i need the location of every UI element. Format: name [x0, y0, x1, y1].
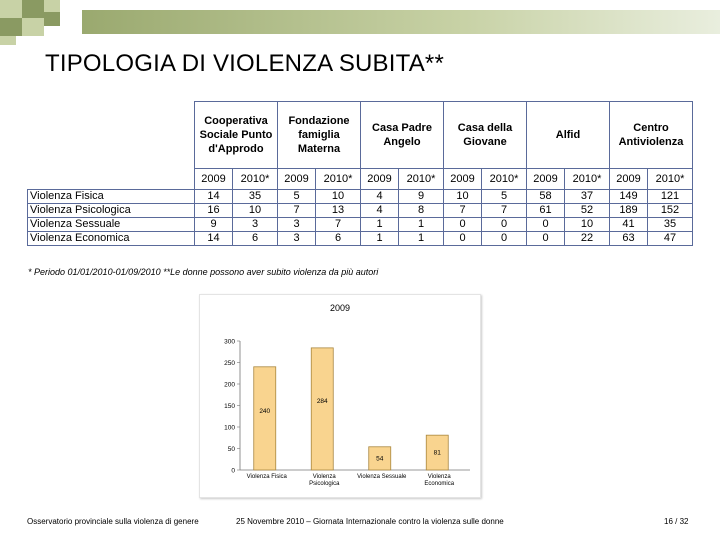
year-cell: 2010*: [648, 169, 693, 190]
bar-chart: [199, 294, 481, 498]
year-cell: 2010*: [316, 169, 361, 190]
table-cell: 3: [233, 218, 278, 232]
table-cell: 47: [648, 232, 693, 246]
table-cell: 0: [527, 232, 565, 246]
table-cell: 0: [527, 218, 565, 232]
org-header: Alfid: [527, 102, 610, 169]
table-cell: 3: [278, 218, 316, 232]
x-tick-label: Violenza: [427, 474, 451, 480]
org-header: Cooperativa Sociale Punto d'Approdo: [195, 102, 278, 169]
org-header: Casa della Giovane: [444, 102, 527, 169]
bar: [254, 367, 276, 470]
table-cell: 1: [399, 218, 444, 232]
bar: [311, 348, 333, 470]
data-label: 240: [259, 408, 271, 416]
y-tick-label: 300: [224, 338, 235, 346]
table-cell: 121: [648, 190, 693, 204]
table-row: [28, 190, 693, 204]
table-cell: 10: [565, 218, 610, 232]
year-cell: 2009: [527, 169, 565, 190]
table-cell: 35: [233, 190, 278, 204]
y-tick-label: 150: [224, 403, 235, 410]
table-row: [28, 218, 693, 232]
table-cell: 189: [610, 204, 648, 218]
deco-bar: [82, 10, 720, 34]
table-row: [28, 204, 693, 218]
table-cell: 10: [233, 204, 278, 218]
year-header-row: [28, 169, 693, 190]
table-cell: 61: [527, 204, 565, 218]
table-cell: 7: [482, 204, 527, 218]
table-cell: 14: [195, 232, 233, 246]
table-cell: 22: [565, 232, 610, 246]
table-cell: 3: [278, 232, 316, 246]
y-tick-label: 50: [227, 446, 235, 453]
table-cell: 35: [648, 218, 693, 232]
violence-table: [27, 101, 693, 246]
table-cell: 0: [482, 232, 527, 246]
x-tick-label: Psicologica: [309, 481, 340, 487]
corner-cell: [28, 102, 195, 169]
table-cell: 7: [444, 204, 482, 218]
table-cell: 14: [195, 190, 233, 204]
table-cell: 10: [316, 190, 361, 204]
table-cell: 37: [565, 190, 610, 204]
year-cell: 2009: [195, 169, 233, 190]
table-cell: 5: [278, 190, 316, 204]
table-cell: 13: [316, 204, 361, 218]
x-tick-label: Violenza Fisica: [246, 474, 287, 480]
row-label: Violenza Fisica: [28, 190, 195, 204]
table-cell: 52: [565, 204, 610, 218]
footer-left: Osservatorio provinciale sulla violenza di genere: [27, 517, 199, 526]
table-cell: 7: [316, 218, 361, 232]
table-cell: 6: [316, 232, 361, 246]
org-header: Fondazione famiglia Materna: [278, 102, 361, 169]
org-header: Centro Antiviolenza: [610, 102, 693, 169]
deco-square: [44, 0, 60, 12]
x-tick-label: Violenza: [312, 474, 336, 480]
page-title: TIPOLOGIA DI VIOLENZA SUBITA**: [45, 50, 444, 77]
table-cell: 149: [610, 190, 648, 204]
y-tick-label: 100: [224, 424, 235, 432]
year-cell: 2009: [610, 169, 648, 190]
table-cell: 0: [482, 218, 527, 232]
corner-cell: [28, 169, 195, 190]
table-cell: 16: [195, 204, 233, 218]
row-label: Violenza Sessuale: [28, 218, 195, 232]
table-cell: 10: [444, 190, 482, 204]
year-cell: 2009: [278, 169, 316, 190]
row-label: Violenza Economica: [28, 232, 195, 246]
table-cell: 41: [610, 218, 648, 232]
table-cell: 4: [361, 190, 399, 204]
table-cell: 9: [195, 218, 233, 232]
table-cell: 152: [648, 204, 693, 218]
table-cell: 63: [610, 232, 648, 246]
chart-title: 2009: [329, 303, 351, 313]
deco-square: [0, 0, 22, 18]
deco-square: [22, 18, 44, 36]
year-cell: 2010*: [233, 169, 278, 190]
table-cell: 0: [444, 218, 482, 232]
table-cell: 5: [482, 190, 527, 204]
x-tick-label: Economica: [424, 481, 455, 487]
page-number: 16 / 32: [664, 517, 689, 526]
data-label: 284: [316, 397, 328, 405]
table-cell: 8: [399, 204, 444, 218]
table-cell: 1: [399, 232, 444, 246]
y-tick-label: 250: [224, 360, 235, 367]
y-tick-label: 200: [224, 381, 235, 389]
footnote: * Periodo 01/01/2010-01/09/2010 **Le donne possono aver subito violenza da più autori: [28, 267, 379, 277]
year-cell: 2010*: [399, 169, 444, 190]
table-cell: 7: [278, 204, 316, 218]
table-cell: 1: [361, 218, 399, 232]
table-cell: 0: [444, 232, 482, 246]
table-cell: 4: [361, 204, 399, 218]
table-cell: 1: [361, 232, 399, 246]
year-cell: 2009: [361, 169, 399, 190]
deco-square: [44, 12, 60, 26]
org-header-row: [28, 102, 693, 169]
data-label: 54: [376, 455, 384, 463]
row-label: Violenza Psicologica: [28, 204, 195, 218]
deco-square: [22, 0, 44, 18]
decorative-header: [0, 0, 720, 45]
table-cell: 9: [399, 190, 444, 204]
table-row: [28, 232, 693, 246]
year-cell: 2010*: [482, 169, 527, 190]
data-label: 81: [433, 449, 441, 457]
deco-square: [0, 18, 22, 36]
table-cell: 58: [527, 190, 565, 204]
table-cell: 6: [233, 232, 278, 246]
y-tick-label: 0: [231, 467, 235, 475]
deco-square: [0, 36, 16, 45]
org-header: Casa Padre Angelo: [361, 102, 444, 169]
year-cell: 2009: [444, 169, 482, 190]
x-tick-label: Violenza Sessuale: [357, 474, 407, 480]
footer-center: 25 Novembre 2010 – Giornata Internazionale contro la violenza sulle donne: [236, 517, 504, 526]
chart-canvas: [200, 295, 480, 497]
year-cell: 2010*: [565, 169, 610, 190]
